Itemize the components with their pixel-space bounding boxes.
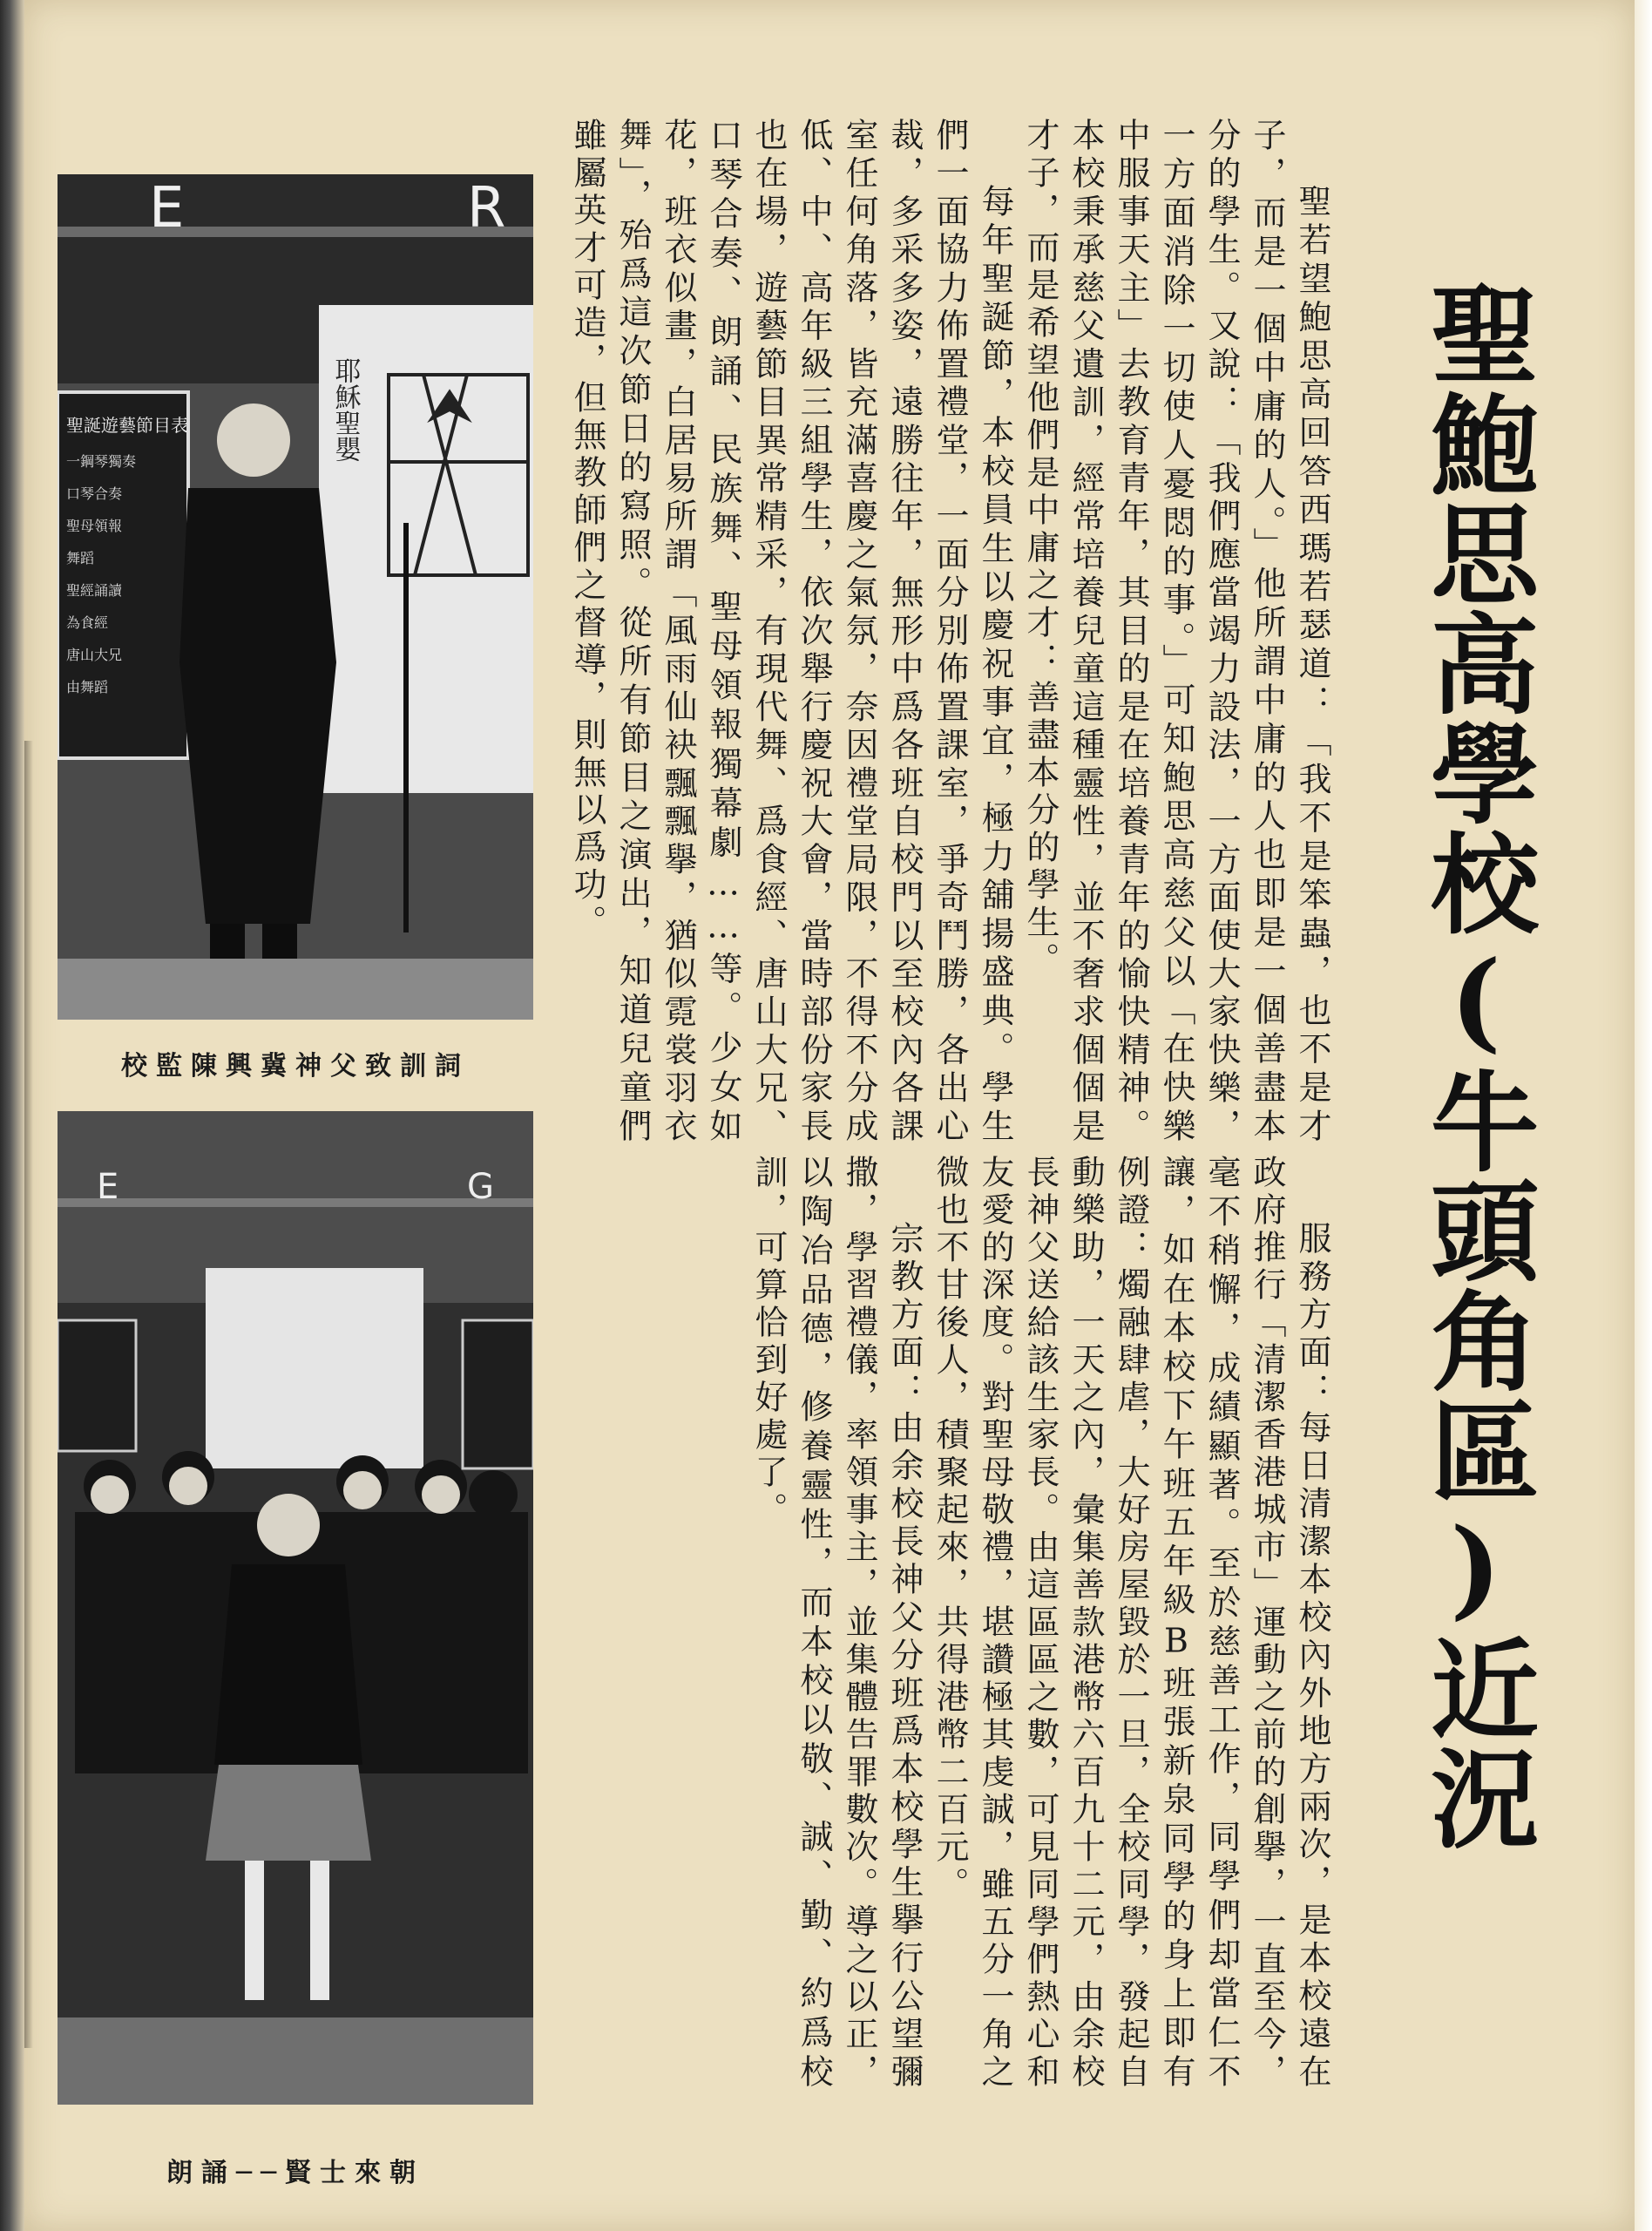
paragraph-service: 服務方面：每日清潔本校內外地方兩次，是本校遠在政府推行「清潔香港城市」運動之前的創擧，一直至今，毫不稍懈，成績顯著。至於慈善工作，同學們却當仁不讓，如在本校下午班五年級B班張新泉同學的身上即有例證：燭融肆虐，大好房屋毀於一旦，全校同學，發起自動樂助，一天之內，彙集善款港幣六百九十二元，由余校長神父送給該生家長。由這區區之數，可見同學們熱心和友愛的深度。對聖母敬禮，堪讚極其虔誠，雖五分一角之微也不甘後人，積聚起來，共得港幣二百元。 <box>931 1155 1331 2092</box>
page-margin <box>1635 0 1652 2231</box>
wall-letter-3: E <box>97 1167 119 1207</box>
board-title: 聖誕遊藝節目表 <box>66 415 188 436</box>
banner-text: 耶穌聖嬰 <box>329 357 361 462</box>
board-item: 由舞蹈 <box>66 679 109 695</box>
board-item: 唐山大兄 <box>66 647 123 663</box>
paragraph-religion: 宗教方面：由余校長神父分班爲本校學生擧行公望彌撒，學習禮儀，率領事主，並集體告罪數次。導之以正，以陶冶品德，修養靈性，而本校以敬、誠、勤、約爲校訓，可算恰到好處了。 <box>749 1155 924 2092</box>
photo-caption-1: 校監陳興冀神父致訓詞 <box>121 1051 470 1082</box>
paragraph-intro: 聖若望鮑思高回答西瑪若瑟道：「我不是笨蟲，也不是才子，而是一個中庸的人。」他所謂中庸的人也即是一個善盡本分的學生。又說：「我們應當竭力設法，一方面使大家快樂，一方面消除一切使人憂悶的事。」可知鮑思高慈父以「在快樂中服事天主」去教育青年，其目的是在培養青年的愉快精神。本校秉承慈父遺訓，經常培養兒童這種靈性，並不奢求個個是才子，而是希望他們是中庸之才：善盡本分的學生。 <box>1021 118 1331 1146</box>
article-body-lower <box>568 1155 1335 2092</box>
wall-letter-4: G <box>467 1167 494 1207</box>
board-item: 聖母領報 <box>66 518 123 534</box>
board-item: 一鋼琴獨奏 <box>66 453 137 470</box>
article-title: 聖鮑思高學校(牛頭角區)近況 <box>1412 279 1540 1853</box>
photo-priest-speech <box>58 174 533 1020</box>
paragraph-christmas: 每年聖誕節，本校員生以慶祝事宜，極力舖揚盛典。學生們一面協力佈置禮堂，一面分別佈置課室，爭奇鬥勝，各出心裁，多采多姿，遠勝往年，無形中爲各班自校門以至校內各課室任何角落，皆充滿喜慶之氣氛，奈因禮堂局限，不得不分成低、中、高年級三組學生，依次舉行慶祝大會，當時部份家長也在場，遊藝節目異常精采，有現代舞、爲食經、唐山大兄、口琴合奏、朗誦、民族舞、聖母領報獨幕劇……等。少女如花，班衣似畫，白居易所謂「風雨仙袂飄飄擧，猶似霓裳羽衣舞」，殆爲這次節日的寫照。從所有節目之演出，知道兒童們雖屬英才可造，但無教師們之督導，則無以爲功。 <box>568 118 1014 1146</box>
board-item: 聖經誦讀 <box>66 582 123 599</box>
wall-letter-1: E <box>149 176 185 241</box>
board-item: 舞蹈 <box>66 550 95 566</box>
board-item: 為食經 <box>66 614 109 631</box>
photo-caption-2: 朗誦──賢士來朝 <box>166 2158 425 2188</box>
article-body-upper <box>568 118 1335 1146</box>
photo-students-recital <box>58 1111 533 2105</box>
board-item: 口琴合奏 <box>66 485 123 502</box>
wall-letter-2: R <box>467 176 506 241</box>
page-shadow <box>24 741 33 2048</box>
binding-edge <box>0 0 24 2231</box>
